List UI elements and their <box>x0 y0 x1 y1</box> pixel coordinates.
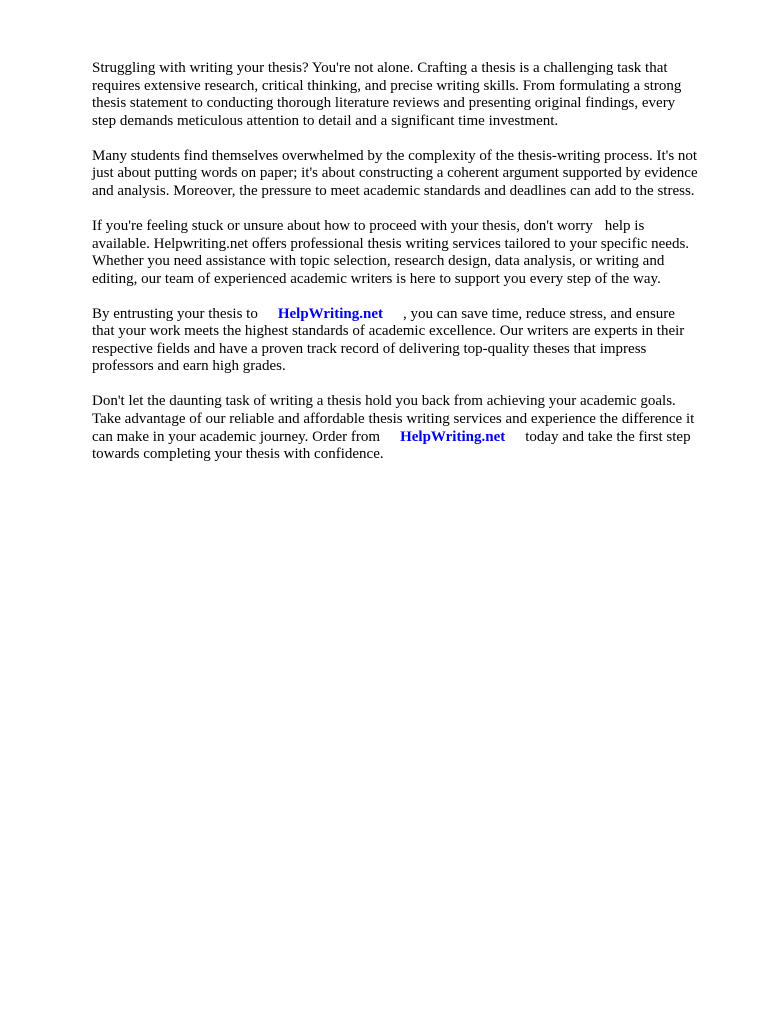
text-line: professors and earn high grades. <box>92 358 286 375</box>
text-line <box>92 429 722 447</box>
paragraph-intro <box>92 60 722 130</box>
paragraph-help-available <box>92 218 722 288</box>
text-line: step demands meticulous attention to detail and a significant time investment. <box>92 112 559 129</box>
text-line: Take advantage of our reliable and affordable thesis writing services and experience the difference it <box>92 411 695 428</box>
text-line: Don't let the daunting task of writing a thesis hold you back from achieving your academic goals. <box>92 393 676 410</box>
text-line <box>92 218 722 236</box>
text-line: thesis statement to conducting thorough literature reviews and presenting original findings, every <box>92 95 676 112</box>
paragraph-entrusting <box>92 306 722 376</box>
text-line: Struggling with writing your thesis? You're not alone. Crafting a thesis is a challenging task that <box>92 60 668 76</box>
text-line: requires extensive research, critical thinking, and precise writing skills. From formulating a strong <box>92 77 682 94</box>
text-line: respective fields and have a proven track record of delivering top-quality theses that impress <box>92 340 647 357</box>
text-segment: , you can save time, reduce stress, and ensure <box>402 305 675 322</box>
text-segment: If you're feeling stuck or unsure about how to proceed with your thesis, don't worry <box>92 217 593 234</box>
text-line: Many students find themselves overwhelmed by the complexity of the thesis-writing process. It's not <box>92 147 698 164</box>
document-page <box>92 60 722 481</box>
text-segment: today and take the first step <box>525 428 691 445</box>
text-line: and analysis. Moreover, the pressure to meet academic standards and deadlines can add to the stress. <box>92 182 695 199</box>
text-segment: By entrusting your thesis to <box>92 305 258 322</box>
text-segment: help is <box>604 217 645 234</box>
text-line: available. Helpwriting.net offers professional thesis writing services tailored to your specific needs. <box>92 235 690 252</box>
text-line: just about putting words on paper; it's about constructing a coherent argument supported by evidence <box>92 165 698 182</box>
text-line: towards completing your thesis with confidence. <box>92 446 384 463</box>
text-segment: can make in your academic journey. Order from <box>92 428 381 445</box>
text-line: that your work meets the highest standards of academic excellence. Our writers are experts in their <box>92 323 685 340</box>
helpwriting-link[interactable]: HelpWriting.net <box>400 428 506 445</box>
text-line <box>92 306 722 324</box>
text-line: Whether you need assistance with topic selection, research design, data analysis, or writing and <box>92 253 665 270</box>
paragraph-call-to-action <box>92 393 722 463</box>
paragraph-overwhelmed <box>92 148 722 201</box>
helpwriting-link[interactable]: HelpWriting.net <box>277 305 383 322</box>
text-line: editing, our team of experienced academic writers is here to support you every step of the way. <box>92 270 661 287</box>
